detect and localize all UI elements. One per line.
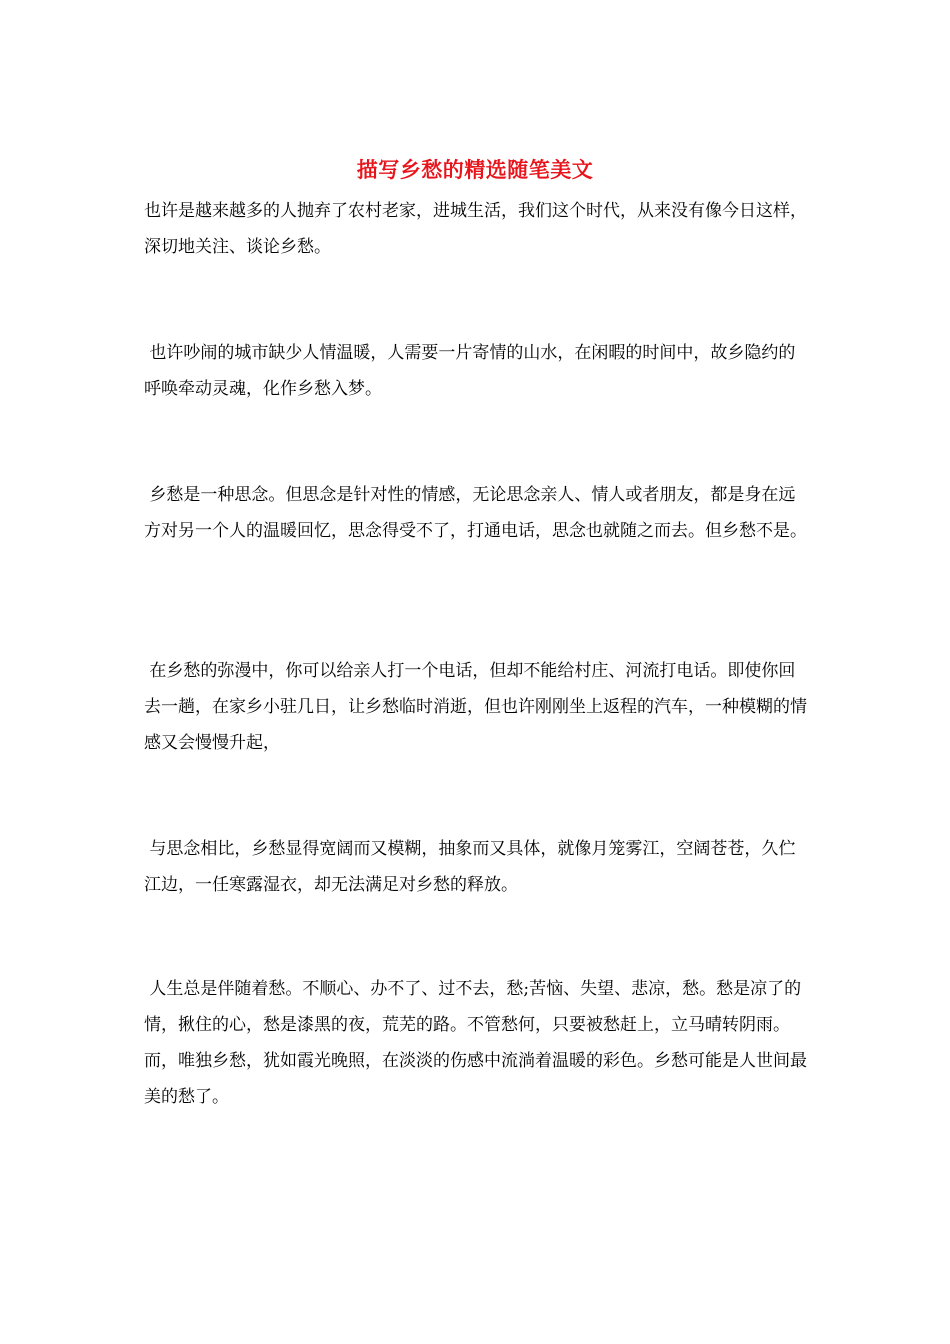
paragraph-4: 在乡愁的弥漫中，你可以给亲人打一个电话，但却不能给村庄、河流打电话。即使你回去一趟，在家乡小驻几日，让乡愁临时消逝，但也许刚刚坐上返程的汽车，一种模糊的情感又会慢慢升起， [144, 661, 807, 753]
paragraph-3: 乡愁是一种思念。但思念是针对性的情感，无论思念亲人、情人或者朋友，都是身在远方对另一个人的温暖回忆，思念得受不了，打通电话，思念也就随之而去。但乡愁不是。 [144, 485, 807, 541]
paragraph-2: 也许吵闹的城市缺少人情温暖，人需要一片寄情的山水，在闲暇的时间中，故乡隐约的呼唤牵动灵魂，化作乡愁入梦。 [144, 343, 796, 399]
paragraph-6: 人生总是伴随着愁。不顺心、办不了、过不去，愁;苦恼、失望、悲凉，愁。愁是凉了的情，揪住的心，愁是漆黑的夜，荒芜的路。不管愁何，只要被愁赶上，立马晴转阴雨。而，唯独乡愁，犹如霞光晚照，在淡淡的伤感中流淌着温暖的彩色。乡愁可能是人世间最美的愁了。 [144, 979, 807, 1107]
paragraph-1: 也许是越来越多的人抛弃了农村老家，进城生活，我们这个时代，从来没有像今日这样，深切地关注、谈论乡愁。 [144, 201, 807, 257]
document-title: 描写乡愁的精选随笔美文 [356, 157, 594, 182]
paragraph-5: 与思念相比，乡愁显得宽阔而又模糊，抽象而又具体，就像月笼雾江，空阔苍苍，久伫江边，一任寒露湿衣，却无法满足对乡愁的释放。 [144, 839, 796, 895]
